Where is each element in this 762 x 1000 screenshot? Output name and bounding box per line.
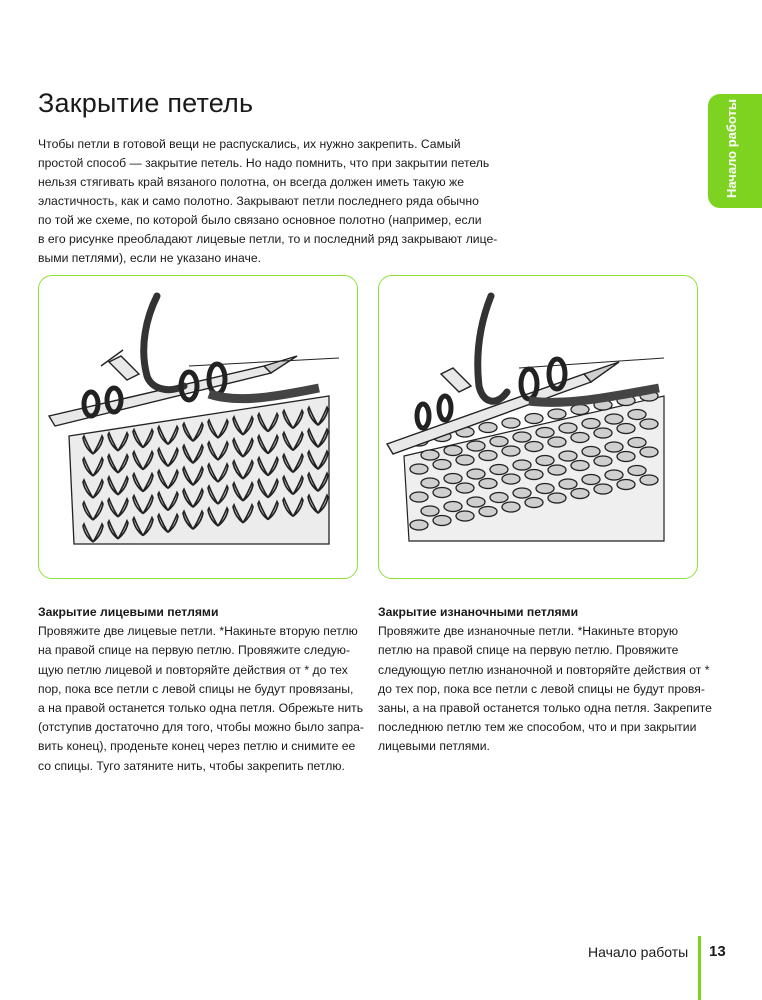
purl-illustration-drawing [379, 276, 697, 578]
purl-bump [628, 410, 646, 420]
purl-bump [502, 418, 520, 428]
purl-bump [490, 493, 508, 503]
intro-line: нельзя стягивать край вязаного полотна, он всегда должен иметь такую же [38, 175, 464, 189]
knit-illustration-drawing [39, 276, 357, 578]
page-title: Закрытие петель [38, 88, 254, 118]
purl-bump [479, 479, 497, 489]
purl-bump [594, 428, 612, 438]
purl-bump [513, 432, 531, 442]
purl-bump [467, 441, 485, 451]
purl-bump [617, 424, 635, 434]
purl-bump [628, 466, 646, 476]
working-yarn [478, 296, 507, 401]
caption-line: щую петлю лицевой и повторяйте действия от * до тех [38, 662, 348, 677]
purl-bump [582, 447, 600, 457]
purl-bump [502, 474, 520, 484]
purl-bump [421, 478, 439, 488]
side-tab-label: Начало работы [724, 99, 739, 198]
purl-bindoff-illustration [378, 275, 698, 579]
page-number: 13 [709, 943, 726, 960]
purl-bump [444, 446, 462, 456]
caption-line: вить конец), проденьте конец через петлю и снимите ее [38, 739, 356, 754]
intro-line: эластичность, как и само полотно. Закрывают петли последнего ряда обычно [38, 194, 479, 208]
purl-bump [444, 502, 462, 512]
purl-bump [421, 506, 439, 516]
purl-bump [433, 516, 451, 526]
purl-bump [640, 447, 658, 457]
purl-bump [536, 484, 554, 494]
caption-line: следующую петлю изнаночной и повторяйте действия от * [378, 662, 710, 677]
working-yarn [144, 296, 184, 390]
caption-title: Закрытие изнаночными петлями [378, 605, 579, 619]
caption-line: на правой спице на первую петлю. Провяжите следую- [38, 643, 350, 658]
knit-bindoff-illustration [38, 275, 358, 579]
purl-bump [490, 437, 508, 447]
footer-divider [698, 936, 701, 1000]
purl-bump [605, 414, 623, 424]
section-side-tab [708, 94, 762, 208]
purl-bump [605, 442, 623, 452]
purl-bump [582, 419, 600, 429]
purl-bump [536, 456, 554, 466]
caption-line: а на правой останется только одна петля. Обрежьте нить [38, 701, 364, 716]
purl-bump [525, 442, 543, 452]
purl-bump [571, 489, 589, 499]
caption-line: со спицы. Туго затяните нить, чтобы закрепить петлю. [38, 758, 345, 773]
caption-line: последнюю петлю тем же способом, что и при закрытии [378, 720, 697, 735]
knit-bindoff-caption [38, 603, 368, 776]
caption-title: Закрытие лицевыми петлями [38, 605, 219, 619]
purl-bump [525, 414, 543, 424]
purl-bump [479, 451, 497, 461]
purl-bump [640, 419, 658, 429]
purl-bump [594, 456, 612, 466]
purl-bump [456, 511, 474, 521]
purl-bump [536, 428, 554, 438]
intro-line: по той же схеме, по которой было связано основное полотно (например, если [38, 213, 482, 227]
caption-line: (отступив достаточно для того, чтобы можно было запра- [38, 720, 364, 735]
purl-bump [513, 488, 531, 498]
purl-bump [571, 433, 589, 443]
purl-bump [571, 461, 589, 471]
caption-line: петлю на правой спице на первую петлю. Провяжите [378, 643, 679, 658]
purl-bindoff-caption [378, 603, 712, 757]
caption-line: заны, а на правой останется только одна петля. Закрепите [378, 701, 712, 716]
purl-bump [410, 520, 428, 530]
purl-bump [571, 405, 589, 415]
purl-bump [444, 474, 462, 484]
caption-line: Провяжите две лицевые петли. *Накиньте вторую петлю [38, 624, 358, 639]
purl-bump [421, 450, 439, 460]
intro-line: простой способ — закрытие петель. Но надо помнить, что при закрытии петель [38, 156, 490, 170]
purl-bump [410, 464, 428, 474]
intro-paragraph [38, 135, 498, 268]
caption-line: пор, пока все петли с левой спицы не будут провязаны, [38, 681, 354, 696]
purl-bump [559, 451, 577, 461]
caption-line: Провяжите две изнаночные петли. *Накиньте вторую [378, 624, 679, 639]
purl-bump [594, 484, 612, 494]
purl-bump [456, 483, 474, 493]
caption-line: лицевыми петлями. [378, 739, 490, 754]
purl-bump [502, 502, 520, 512]
purl-bump [513, 460, 531, 470]
purl-bump [628, 438, 646, 448]
purl-bump [548, 465, 566, 475]
purl-bump [502, 446, 520, 456]
intro-line: в его рисунке преобладают лицевые петли, то и последний ряд закрывают лице- [38, 232, 498, 246]
purl-bump [467, 497, 485, 507]
purl-bump [548, 437, 566, 447]
purl-bump [525, 470, 543, 480]
purl-bump [525, 498, 543, 508]
purl-bump [617, 452, 635, 462]
purl-bump [559, 423, 577, 433]
purl-bump [582, 475, 600, 485]
purl-bump [467, 469, 485, 479]
purl-bump [548, 409, 566, 419]
purl-bump [479, 507, 497, 517]
purl-bump [548, 493, 566, 503]
footer-section-label: Начало работы [588, 944, 689, 960]
purl-bump [410, 492, 428, 502]
caption-line: до тех пор, пока все петли с левой спицы не будут провя- [378, 681, 705, 696]
purl-bump [433, 488, 451, 498]
purl-bump [640, 475, 658, 485]
purl-bump [456, 455, 474, 465]
purl-bump [479, 423, 497, 433]
purl-bump [490, 465, 508, 475]
intro-line: выми петлями), если не указано иначе. [38, 251, 262, 265]
intro-line: Чтобы петли в готовой вещи не распускались, их нужно закрепить. Самый [38, 137, 461, 151]
purl-bump [617, 480, 635, 490]
purl-bump [605, 470, 623, 480]
purl-bump [433, 460, 451, 470]
purl-bump [559, 479, 577, 489]
